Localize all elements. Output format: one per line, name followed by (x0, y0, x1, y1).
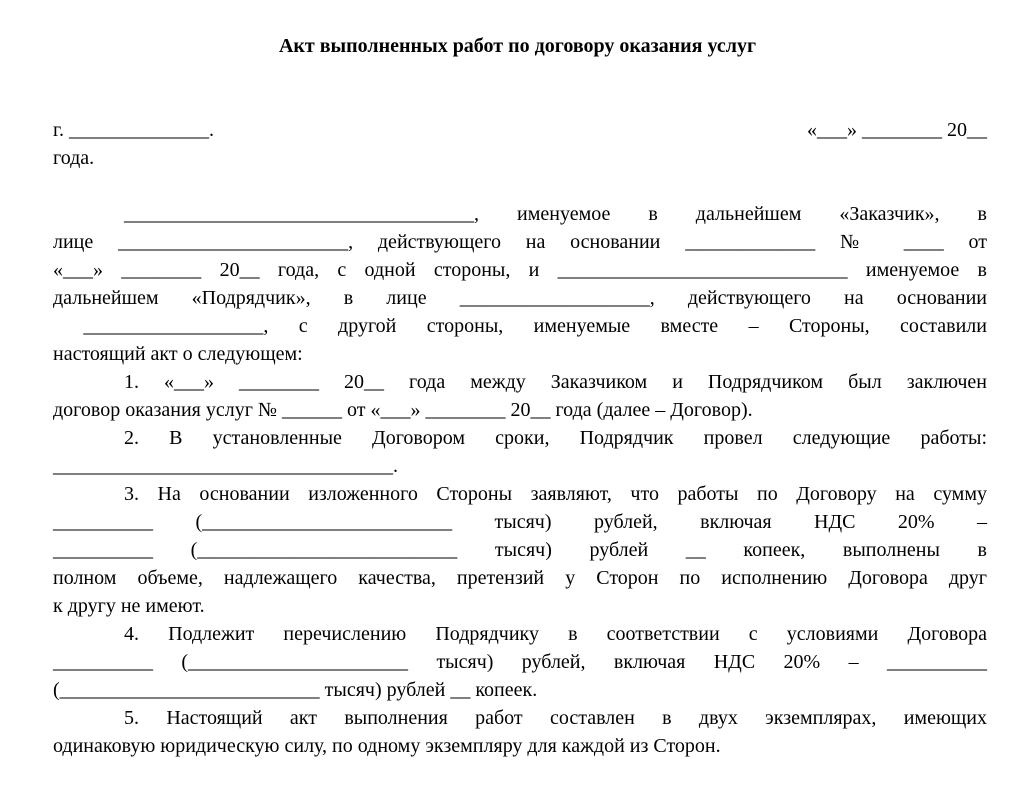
item-3-line: 3. На основании изложенного Стороны заявляют, что работы по Договору на сумму (124, 483, 987, 505)
item-2-line: 2. В установленные Договором сроки, Подрядчик провел следующие работы: (124, 427, 987, 449)
preamble-line: дальнейшем «Подрядчик», в лице ___________________, действующего на основании (53, 287, 987, 309)
preamble-line: лице _______________________, действующего на основании _____________ № ____ от (53, 231, 987, 253)
item-4-line: __________ (______________________ тысяч) рублей, включая НДС 20% – __________ (53, 651, 987, 673)
item-3-line: __________ (__________________________ тысяч) рублей __ копеек, выполнены в (53, 539, 987, 561)
preamble-line: ___________________________________, именуемое в дальнейшем «Заказчик», в (124, 203, 987, 225)
preamble-line: __________________, с другой стороны, именуемые вместе – Стороны, составили (53, 315, 987, 337)
preamble-line: настоящий акт о следующем: (53, 343, 303, 365)
item-5-line: одинаковую юридическую силу, по одному экземпляру для каждой из Сторон. (53, 735, 721, 757)
item-3-line: полном объеме, надлежащего качества, претензий у Сторон по исполнению Договора друг (53, 567, 987, 589)
item-1-line: договор оказания услуг № ______ от «___» ________ 20__ года (далее – Договор). (53, 399, 753, 421)
date-line: «___» ________ 20__ (807, 119, 987, 141)
item-4-line: (__________________________ тысяч) рублей __ копеек. (53, 679, 538, 701)
document-title: Акт выполненных работ по договору оказания услуг (278, 35, 757, 57)
city-line: г. ______________. (53, 119, 214, 141)
item-5-line: 5. Настоящий акт выполнения работ составлен в двух экземплярах, имеющих (124, 707, 987, 729)
item-2-line: __________________________________. (53, 455, 398, 477)
preamble-line: «___» ________ 20__ года, с одной стороны, и _____________________________ именуемое в (53, 259, 987, 281)
item-3-line: к другу не имеют. (53, 595, 205, 617)
item-1-line: 1. «___» ________ 20__ года между Заказчиком и Подрядчиком был заключен (124, 371, 987, 393)
item-3-line: __________ (_________________________ тысяч) рублей, включая НДС 20% – (53, 511, 987, 533)
item-4-line: 4. Подлежит перечислению Подрядчику в соответствии с условиями Договора (124, 623, 987, 645)
year-word: года. (53, 147, 95, 169)
